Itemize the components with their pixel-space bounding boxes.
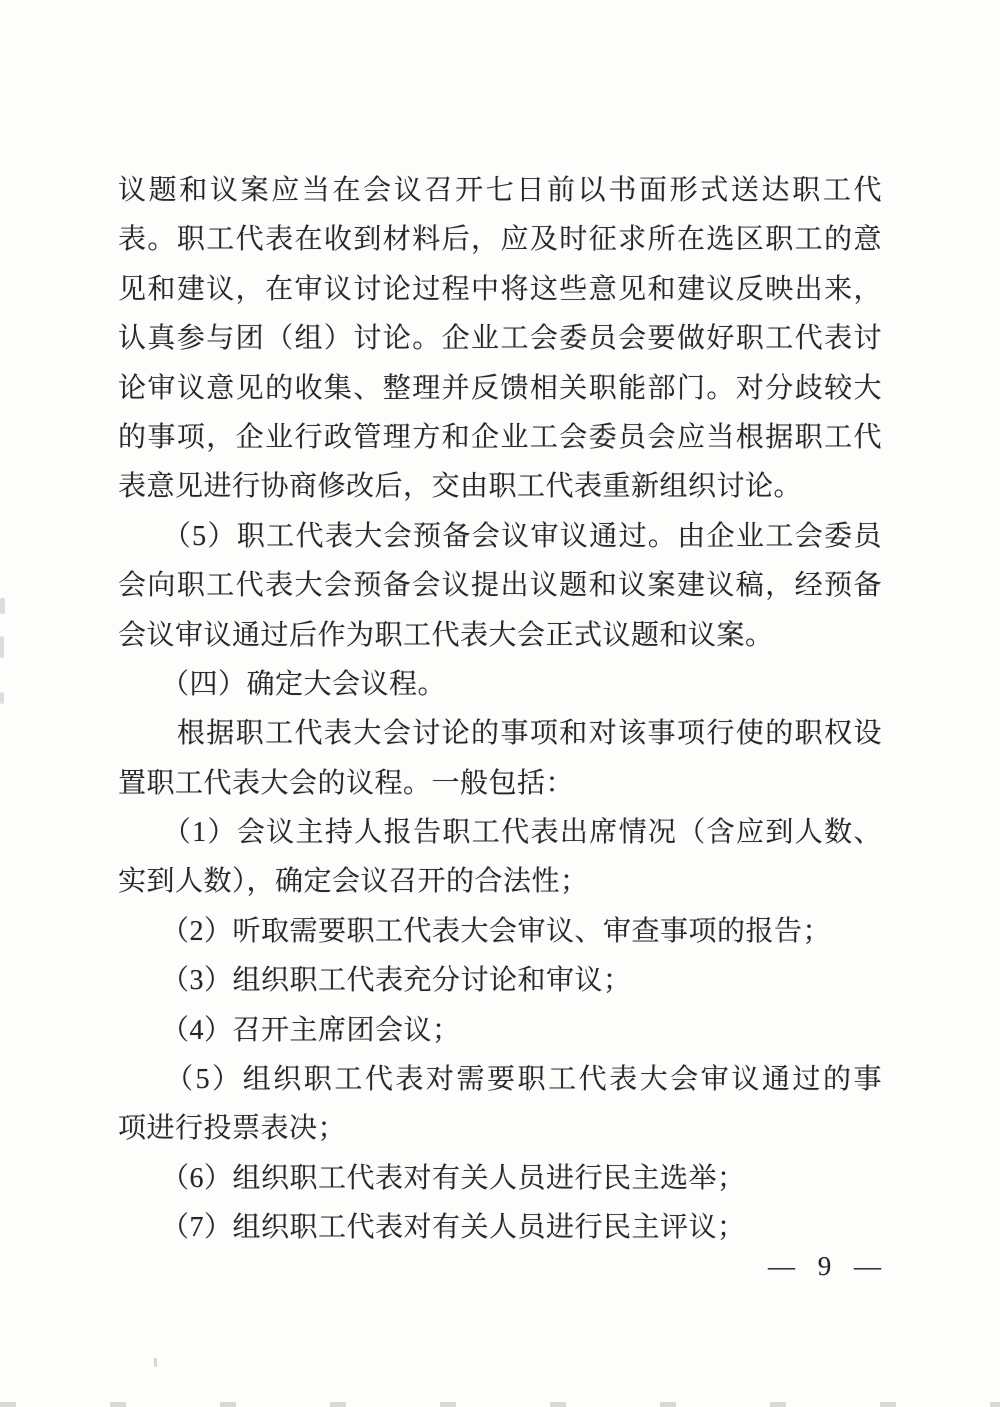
text-line: 论审议意见的收集、整理并反馈相关职能部门。对分歧较大: [118, 372, 882, 404]
text-line: 会议审议通过后作为职工代表大会正式议题和议案。: [118, 619, 774, 651]
document-body: [118, 166, 882, 1253]
text-line: （7）组织职工代表对有关人员进行民主评议；: [118, 1212, 746, 1244]
scan-artifact: [0, 598, 5, 614]
page-number: — 9 —: [768, 1251, 889, 1281]
text-line: 实到人数），确定会议召开的合法性；: [118, 866, 589, 898]
text-line: （1）会议主持人报告职工代表出席情况（含应到人数、: [118, 817, 882, 849]
text-line: 置职工代表大会的议程。一般包括：: [118, 767, 575, 799]
text-line: 议题和议案应当在会议召开七日前以书面形式送达职工代: [118, 175, 882, 206]
text-line: 见和建议，在审议讨论过程中将这些意见和建议反映出来，: [118, 273, 882, 305]
text-line: 表意见进行协商修改后，交由职工代表重新组织讨论。: [118, 471, 803, 503]
text-line: （四）确定大会议程。: [118, 668, 447, 700]
text-line: 表。职工代表在收到材料后，应及时征求所在选区职工的意: [118, 224, 882, 256]
text-line: （3）组织职工代表充分讨论和审议；: [118, 965, 632, 997]
text-line: （2）听取需要职工代表大会审议、审查事项的报告；: [118, 915, 832, 947]
text-line: 根据职工代表大会讨论的事项和对该事项行使的职权设: [118, 718, 882, 750]
text-line: （4）召开主席团会议；: [118, 1014, 461, 1046]
text-line: 项进行投票表决；: [118, 1113, 347, 1145]
scan-artifact: [0, 692, 4, 704]
text-line: （5）组织职工代表对需要职工代表大会审议通过的事: [118, 1064, 882, 1096]
text-line: 认真参与团（组）讨论。企业工会委员会要做好职工代表讨: [118, 323, 882, 355]
scan-artifact: [154, 1358, 157, 1367]
text-line: 的事项，企业行政管理方和企业工会委员会应当根据职工代: [118, 421, 882, 453]
text-line: （5）职工代表大会预备会议审议通过。由企业工会委员: [118, 520, 882, 552]
text-line: （6）组织职工代表对有关人员进行民主选举；: [118, 1162, 746, 1194]
scan-artifact: [0, 636, 4, 658]
text-line: 会向职工代表大会预备会议提出议题和议案建议稿，经预备: [118, 570, 882, 602]
scan-edge-artifact: [0, 1402, 1000, 1407]
